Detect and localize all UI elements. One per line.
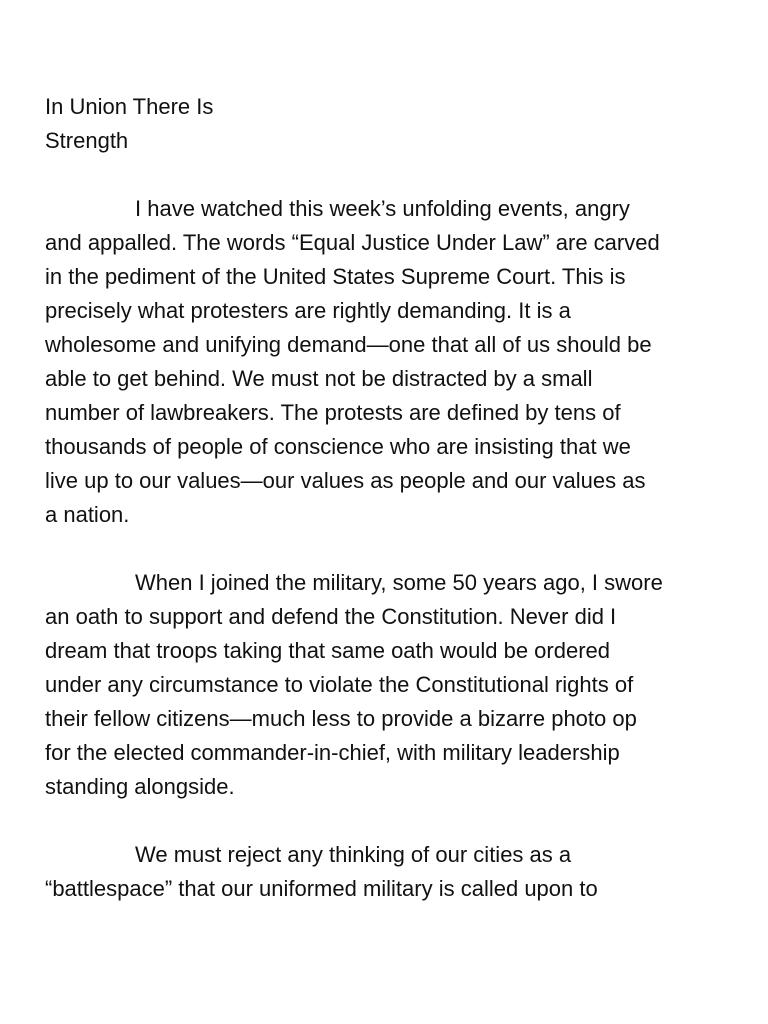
paragraph-line: wholesome and unifying demand—one that all of us should be xyxy=(45,332,652,357)
title-line: Strength xyxy=(45,128,129,153)
paragraph-line: I have watched this week’s unfolding events, angry xyxy=(135,196,630,221)
paragraph-line: We must reject any thinking of our cities as a xyxy=(135,842,572,867)
document-title xyxy=(45,90,725,158)
paragraph-line: a nation. xyxy=(45,502,130,527)
paragraph-line: precisely what protesters are rightly demanding. It is a xyxy=(45,298,571,323)
paragraph-line: When I joined the military, some 50 years ago, I swore xyxy=(135,570,663,595)
paragraph-2 xyxy=(45,566,725,804)
title-line: In Union There Is xyxy=(45,94,214,119)
paragraph-line: their fellow citizens—much less to provide a bizarre photo op xyxy=(45,706,637,731)
paragraph-line: able to get behind. We must not be distracted by a small xyxy=(45,366,593,391)
paragraph-1 xyxy=(45,192,725,532)
paragraph-line: “battlespace” that our uniformed military is called upon to xyxy=(45,876,598,901)
paragraph-line: thousands of people of conscience who are insisting that we xyxy=(45,434,631,459)
paragraph-line: number of lawbreakers. The protests are defined by tens of xyxy=(45,400,621,425)
paragraph-line: standing alongside. xyxy=(45,774,235,799)
paragraph-3 xyxy=(45,838,725,906)
paragraph-line: dream that troops taking that same oath would be ordered xyxy=(45,638,611,663)
paragraph-line: in the pediment of the United States Supreme Court. This is xyxy=(45,264,626,289)
paragraph-line: live up to our values—our values as people and our values as xyxy=(45,468,646,493)
paragraph-line: and appalled. The words “Equal Justice Under Law” are carved xyxy=(45,230,660,255)
paragraph-line: an oath to support and defend the Constitution. Never did I xyxy=(45,604,617,629)
document-page xyxy=(45,90,725,906)
paragraph-line: for the elected commander-in-chief, with military leadership xyxy=(45,740,620,765)
paragraph-line: under any circumstance to violate the Constitutional rights of xyxy=(45,672,634,697)
